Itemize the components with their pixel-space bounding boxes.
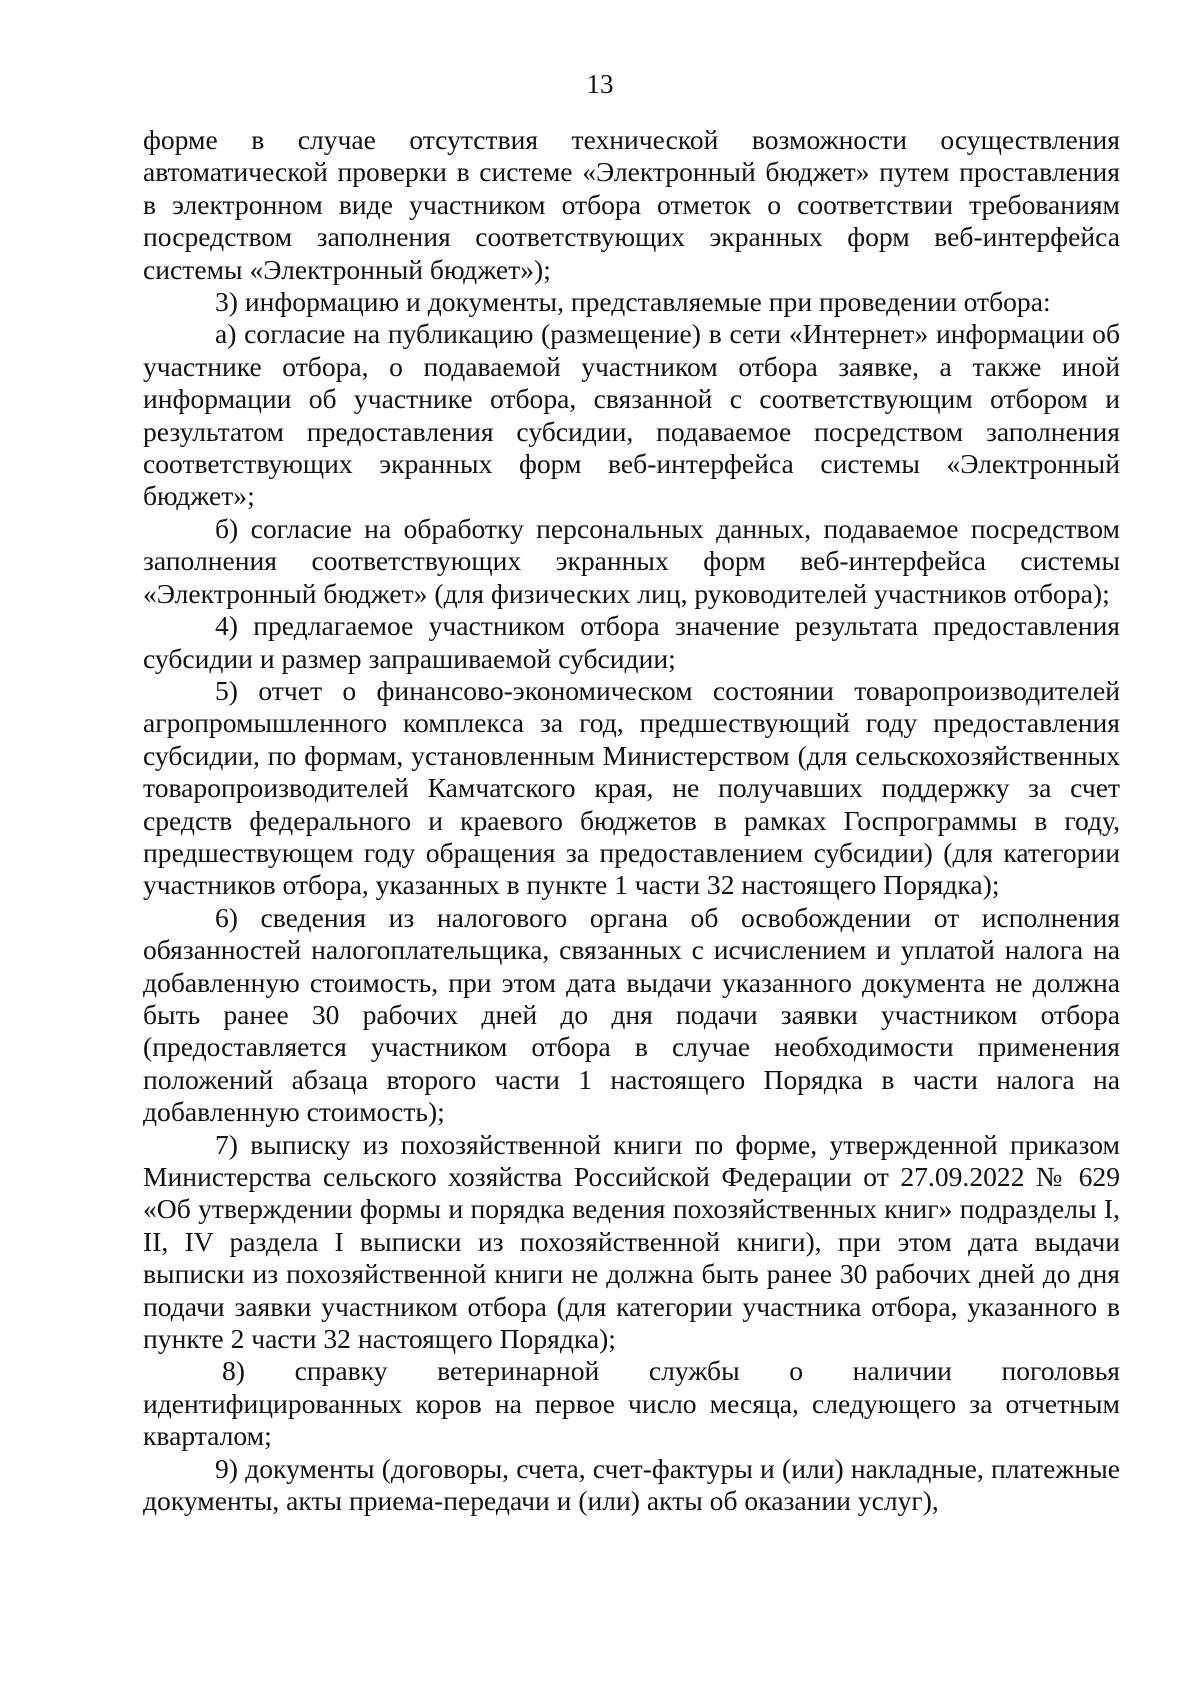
page-number: 13 bbox=[586, 69, 614, 99]
paragraph-item-5: 5) отчет о финансово-экономическом состоянии товаропроизводителей агропромышленного комплекса за год, предшествующий году предоставления субсидии, по формам, установленным Министерством (для сельскохозяйственных товаропроизводителей Камчатского края, не получавших поддержку за счет средств федерального и краевого бюджетов в рамках Госпрограммы в году, предшествующем году обращения за предоставлением субсидии) (для категории участников отбора, указанных в пункте 1 части 32 настоящего Порядка); bbox=[143, 674, 1120, 901]
paragraph-item-3b: б) согласие на обработку персональных данных, подаваемое посредством заполнения соответствующих экранных форм веб-интерфейса системы «Электронный бюджет» (для физических лиц, руководителей участников отбора); bbox=[143, 512, 1120, 609]
paragraph-item-6: 6) сведения из налогового органа об освобождении от исполнения обязанностей налогоплательщика, связанных с исчислением и уплатой налога на добавленную стоимость, при этом дата выдачи указанного документа не должна быть ранее 30 рабочих дней до дня подачи заявки участником отбора (предоставляется участником отбора в случае необходимости применения положений абзаца второго части 1 настоящего Порядка в части налога на добавленную стоимость); bbox=[143, 901, 1120, 1128]
paragraph-item-4: 4) предлагаемое участником отбора значение результата предоставления субсидии и размер запрашиваемой субсидии; bbox=[143, 610, 1120, 674]
paragraph-item-3: 3) информацию и документы, представляемые при проведении отбора: bbox=[215, 286, 1051, 318]
paragraph-item-9: 9) документы (договоры, счета, счет-фактуры и (или) накладные, платежные документы, акты приема-передачи и (или) акты об оказании услуг), bbox=[143, 1452, 1120, 1517]
document-body bbox=[143, 124, 1120, 1517]
paragraph-item-7: 7) выписку из похозяйственной книги по форме, утвержденной приказом Министерства сельского хозяйства Российской Федерации от 27.09.2022 № 629 «Об утверждении формы и порядка ведения похозяйственных книг» подразделы I, II, IV раздела I выписки из похозяйственной книги), при этом дата выдачи выписки из похозяйственной книги не должна быть ранее 30 рабочих дней до дня подачи заявки участником отбора (для категории участника отбора, указанного в пункте 2 части 32 настоящего Порядка); bbox=[143, 1128, 1120, 1355]
paragraph-continuation: форме в случае отсутствия технической возможности осуществления автоматической проверки в системе «Электронный бюджет» путем проставления в электронном виде участником отбора отметок о соответствии требованиям посредством заполнения соответствующих экранных форм веб-интерфейса системы «Электронный бюджет»); bbox=[143, 124, 1120, 285]
paragraph-item-3a: а) согласие на публикацию (размещение) в сети «Интернет» информации об участнике отбора, о подаваемой участником отбора заявке, а также иной информации об участнике отбора, связанной с соответствующим отбором и результатом предоставления субсидии, подаваемое посредством заполнения соответствующих экранных форм веб-интерфейса системы «Электронный бюджет»; bbox=[143, 318, 1120, 512]
paragraph-item-8: 8) справку ветеринарной службы о наличии поголовья идентифицированных коров на первое число месяца, следующего за отчетным кварталом; bbox=[143, 1355, 1120, 1452]
